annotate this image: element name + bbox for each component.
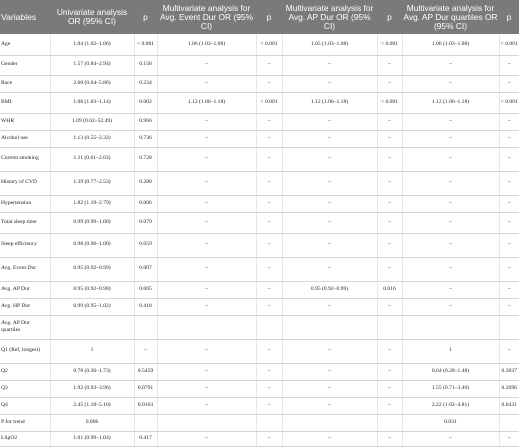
ap-dur-p-cell: – [377, 130, 402, 147]
header-p-ap-quartiles: p [506, 11, 512, 22]
ap-quartile-p-cell: – [499, 147, 519, 171]
table-row [0, 55, 519, 75]
header-p-event-dur: p [266, 11, 272, 22]
event-dur-or-cell: 1.06 (1.03–1.08) [157, 34, 256, 55]
table-row [0, 195, 519, 212]
variable-cell: Hypertension [0, 195, 50, 212]
univariate-p-cell: < 0.001 [134, 34, 157, 55]
table-row [0, 380, 519, 397]
ap-quartile-or-cell: – [402, 212, 499, 233]
event-dur-p-cell: – [256, 281, 282, 298]
univariate-or-cell: 1 [50, 339, 134, 363]
ap-quartile-p-cell: 0.0431 [499, 397, 519, 414]
univariate-or-cell: 0.99 (0.99–1.00) [50, 212, 134, 233]
variable-cell: Sleep efficiency [0, 233, 50, 257]
header-multivariate-ap-dur: Multivariate analysis for Avg. AP Dur OR (95% CI) [285, 2, 374, 31]
table-row [0, 75, 519, 92]
variable-cell: BMI [0, 92, 50, 113]
ap-quartile-p-cell: – [499, 257, 519, 281]
event-dur-p-cell: – [256, 75, 282, 92]
event-dur-or-cell: – [157, 339, 256, 363]
univariate-or-cell: 0.95 (0.92–0.99) [50, 257, 134, 281]
event-dur-or-cell: – [157, 113, 256, 130]
event-dur-p-cell: – [256, 363, 282, 380]
univariate-p-cell: 0.418 [134, 298, 157, 315]
ap-dur-p-cell: < 0.001 [377, 34, 402, 55]
event-dur-p-cell: – [256, 380, 282, 397]
table-row [0, 171, 519, 195]
table-row [0, 431, 519, 446]
event-dur-or-cell: – [157, 298, 256, 315]
univariate-p-cell [134, 315, 157, 339]
ap-quartile-or-cell: 0.64 (0.28–1.48) [402, 363, 499, 380]
event-dur-p-cell: – [256, 113, 282, 130]
event-dur-or-cell: – [157, 195, 256, 212]
univariate-p-cell: 0.007 [134, 257, 157, 281]
ap-dur-or-cell: – [282, 233, 377, 257]
header-multivariate-ap-quartiles: Multivariate analysis for Avg. AP Dur quartiles OR (95% CI) [403, 2, 498, 31]
ap-quartile-p-cell: – [499, 195, 519, 212]
event-dur-p-cell [256, 414, 282, 431]
table-row [0, 339, 519, 363]
ap-quartile-p-cell: < 0.001 [499, 34, 519, 55]
univariate-or-cell: 0.95 (0.92–0.98) [50, 281, 134, 298]
univariate-p-cell: – [134, 339, 157, 363]
univariate-or-cell: 1.09 (0.02–52.49) [50, 113, 134, 130]
ap-dur-or-cell: – [282, 339, 377, 363]
univariate-or-cell: 0.006 [50, 414, 134, 431]
variable-cell: History of CVD [0, 171, 50, 195]
ap-quartile-p-cell: – [499, 75, 519, 92]
ap-quartile-p-cell: – [499, 233, 519, 257]
event-dur-or-cell: – [157, 431, 256, 446]
variable-cell: Avg. Event Dur [0, 257, 50, 281]
ap-quartile-or-cell: – [402, 130, 499, 147]
univariate-p-cell: 0.5459 [134, 363, 157, 380]
table-row [0, 315, 519, 339]
ap-dur-p-cell: – [377, 147, 402, 171]
ap-dur-or-cell: – [282, 397, 377, 414]
variable-cell: Avg. AP Dur quartiles [0, 315, 50, 339]
ap-dur-or-cell: 1.12 (1.06–1.18) [282, 92, 377, 113]
univariate-or-cell: 2.45 (1.18–5.10) [50, 397, 134, 414]
univariate-p-cell: 0.417 [134, 431, 157, 446]
ap-quartile-or-cell: 1.06 (1.03–1.08) [402, 34, 499, 55]
ap-quartile-or-cell: – [402, 55, 499, 75]
ap-quartile-p-cell: – [499, 298, 519, 315]
ap-quartile-p-cell: – [499, 281, 519, 298]
table-row [0, 233, 519, 257]
univariate-p-cell: 0.006 [134, 195, 157, 212]
event-dur-p-cell: – [256, 257, 282, 281]
ap-quartile-or-cell: 1 [402, 339, 499, 363]
univariate-or-cell: 0.98 (0.96–1.00) [50, 233, 134, 257]
univariate-p-cell: 0.059 [134, 233, 157, 257]
event-dur-p-cell: – [256, 130, 282, 147]
ap-quartile-or-cell: – [402, 171, 499, 195]
variable-cell: WHR [0, 113, 50, 130]
event-dur-p-cell: – [256, 147, 282, 171]
ap-dur-or-cell: 0.95 (0.92–0.99) [282, 281, 377, 298]
ap-dur-p-cell: – [377, 113, 402, 130]
event-dur-or-cell: – [157, 363, 256, 380]
univariate-or-cell: 1.13 (0.55–2.32) [50, 130, 134, 147]
header-p-univariate: p [143, 11, 148, 22]
ap-dur-or-cell: – [282, 171, 377, 195]
univariate-p-cell: 0.002 [134, 92, 157, 113]
event-dur-or-cell: – [157, 147, 256, 171]
variable-cell: Alcohol use [0, 130, 50, 147]
variable-cell: Q4 [0, 397, 50, 414]
event-dur-p-cell: – [256, 233, 282, 257]
event-dur-or-cell: – [157, 257, 256, 281]
ap-quartile-or-cell: – [402, 233, 499, 257]
event-dur-p-cell: – [256, 195, 282, 212]
univariate-p-cell: 0.280 [134, 171, 157, 195]
header-p-ap-dur: p [387, 11, 392, 22]
ap-quartile-p-cell: – [499, 431, 519, 446]
univariate-or-cell: 1.82 (1.19–2.79) [50, 195, 134, 212]
univariate-or-cell: 1.57 (0.84–2.94) [50, 55, 134, 75]
table-row [0, 34, 519, 55]
table-row [0, 397, 519, 414]
event-dur-p-cell: < 0.001 [256, 34, 282, 55]
table-body [0, 34, 519, 446]
ap-quartile-or-cell: – [402, 257, 499, 281]
univariate-or-cell: 1.08 (1.03–1.14) [50, 92, 134, 113]
ap-dur-p-cell [377, 315, 402, 339]
univariate-or-cell [50, 315, 134, 339]
univariate-p-cell: 0.966 [134, 113, 157, 130]
event-dur-p-cell: – [256, 212, 282, 233]
ap-quartile-p-cell: – [499, 212, 519, 233]
table-row [0, 212, 519, 233]
ap-dur-p-cell: – [377, 171, 402, 195]
variable-cell: Q3 [0, 380, 50, 397]
event-dur-or-cell: – [157, 380, 256, 397]
ap-dur-or-cell: – [282, 212, 377, 233]
univariate-or-cell: 1.39 (0.77–2.53) [50, 171, 134, 195]
variable-cell: Avg. HP Dur [0, 298, 50, 315]
ap-dur-or-cell: – [282, 380, 377, 397]
table-row [0, 298, 519, 315]
variable-cell: Q2 [0, 363, 50, 380]
ap-dur-p-cell: – [377, 431, 402, 446]
ap-dur-p-cell: – [377, 298, 402, 315]
event-dur-or-cell: – [157, 233, 256, 257]
ap-dur-or-cell: – [282, 257, 377, 281]
ap-quartile-p-cell: – [499, 130, 519, 147]
ap-dur-p-cell: – [377, 55, 402, 75]
event-dur-p-cell: < 0.001 [256, 92, 282, 113]
univariate-p-cell: 0.0163 [134, 397, 157, 414]
variable-cell: Current smoking [0, 147, 50, 171]
variable-cell: P for trend [0, 414, 50, 431]
event-dur-p-cell: – [256, 55, 282, 75]
ap-quartile-p-cell [499, 315, 519, 339]
univariate-or-cell: 1.04 (1.02–1.06) [50, 34, 134, 55]
univariate-or-cell: 1.11 (0.61–2.03) [50, 147, 134, 171]
ap-quartile-or-cell: 0.031 [402, 414, 499, 431]
event-dur-p-cell: – [256, 298, 282, 315]
ap-dur-or-cell: – [282, 130, 377, 147]
table-row [0, 113, 519, 130]
ap-dur-or-cell: – [282, 75, 377, 92]
ap-quartile-or-cell: 2.22 (1.02–4.81) [402, 397, 499, 414]
ap-quartile-or-cell: – [402, 195, 499, 212]
variable-cell: Age [0, 34, 50, 55]
ap-dur-p-cell: – [377, 397, 402, 414]
ap-dur-or-cell: – [282, 147, 377, 171]
ap-dur-or-cell: 1.05 (1.03–1.08) [282, 34, 377, 55]
ap-quartile-p-cell: 0.3037 [499, 363, 519, 380]
header-multivariate-event-dur: Multivariate analysis for Avg. Event Dur OR (95% CI) [160, 2, 253, 31]
event-dur-p-cell: – [256, 397, 282, 414]
event-dur-p-cell: – [256, 431, 282, 446]
univariate-or-cell: 2.00 (0.64–5.86) [50, 75, 134, 92]
univariate-or-cell: 1.92 (0.93–3.96) [50, 380, 134, 397]
variable-cell: LSpO2 [0, 431, 50, 446]
event-dur-or-cell [157, 315, 256, 339]
ap-quartile-or-cell: 1.12 (1.06–1.18) [402, 92, 499, 113]
table-row [0, 363, 519, 380]
event-dur-p-cell [256, 315, 282, 339]
ap-dur-or-cell: – [282, 363, 377, 380]
ap-quartile-or-cell [402, 315, 499, 339]
table-row [0, 147, 519, 171]
event-dur-or-cell: – [157, 75, 256, 92]
ap-dur-p-cell: – [377, 339, 402, 363]
ap-dur-p-cell: – [377, 212, 402, 233]
ap-quartile-or-cell: – [402, 147, 499, 171]
table-row [0, 414, 519, 431]
ap-quartile-p-cell: – [499, 339, 519, 363]
ap-dur-p-cell: – [377, 233, 402, 257]
header-variables: Variables [1, 11, 37, 22]
univariate-p-cell: 0.005 [134, 281, 157, 298]
ap-quartile-or-cell: – [402, 431, 499, 446]
header-univariate: Univariate analysis OR (95% CI) [56, 7, 128, 26]
ap-quartile-or-cell: – [402, 281, 499, 298]
event-dur-or-cell: – [157, 55, 256, 75]
univariate-p-cell: 0.0791 [134, 380, 157, 397]
ap-dur-p-cell: – [377, 75, 402, 92]
ap-quartile-or-cell: – [402, 75, 499, 92]
ap-dur-p-cell [377, 414, 402, 431]
ap-quartile-p-cell: – [499, 55, 519, 75]
event-dur-p-cell: – [256, 171, 282, 195]
ap-dur-or-cell: – [282, 55, 377, 75]
variable-cell: Avg. AP Dur [0, 281, 50, 298]
table-header-row [0, 0, 519, 34]
ap-dur-or-cell: – [282, 195, 377, 212]
ap-dur-or-cell: – [282, 298, 377, 315]
event-dur-or-cell: – [157, 171, 256, 195]
table-row [0, 281, 519, 298]
univariate-p-cell: 0.234 [134, 75, 157, 92]
event-dur-or-cell: – [157, 281, 256, 298]
ap-dur-p-cell: – [377, 380, 402, 397]
univariate-p-cell [134, 414, 157, 431]
event-dur-or-cell: – [157, 212, 256, 233]
event-dur-or-cell: 1.12 (1.06–1.18) [157, 92, 256, 113]
variable-cell: Q1 (Ref, longest) [0, 339, 50, 363]
variable-cell: Gender [0, 55, 50, 75]
univariate-or-cell: 0.99 (0.95–1.02) [50, 298, 134, 315]
ap-quartile-p-cell: – [499, 171, 519, 195]
ap-dur-p-cell: – [377, 257, 402, 281]
table-row [0, 92, 519, 113]
event-dur-or-cell: – [157, 397, 256, 414]
event-dur-p-cell: – [256, 339, 282, 363]
ap-quartile-or-cell: – [402, 298, 499, 315]
event-dur-or-cell: – [157, 130, 256, 147]
ap-quartile-p-cell: 0.2696 [499, 380, 519, 397]
ap-quartile-or-cell: – [402, 113, 499, 130]
variable-cell: Race [0, 75, 50, 92]
univariate-p-cell: 0.158 [134, 55, 157, 75]
ap-quartile-p-cell: – [499, 113, 519, 130]
ap-dur-or-cell [282, 315, 377, 339]
ap-dur-p-cell: < 0.001 [377, 92, 402, 113]
table-row [0, 130, 519, 147]
univariate-or-cell: 1.01 (0.99–1.04) [50, 431, 134, 446]
ap-dur-p-cell: – [377, 363, 402, 380]
ap-quartile-or-cell: 1.55 (0.71–3.40) [402, 380, 499, 397]
univariate-p-cell: 0.728 [134, 147, 157, 171]
ap-dur-p-cell: 0.016 [377, 281, 402, 298]
ap-quartile-p-cell [499, 414, 519, 431]
table-row [0, 257, 519, 281]
ap-quartile-p-cell: < 0.001 [499, 92, 519, 113]
event-dur-or-cell [157, 414, 256, 431]
ap-dur-or-cell: – [282, 431, 377, 446]
variable-cell: Total sleep time [0, 212, 50, 233]
univariate-p-cell: 0.079 [134, 212, 157, 233]
ap-dur-or-cell [282, 414, 377, 431]
univariate-p-cell: 0.736 [134, 130, 157, 147]
ap-dur-p-cell: – [377, 195, 402, 212]
ap-dur-or-cell: – [282, 113, 377, 130]
univariate-or-cell: 0.78 (0.36–1.73) [50, 363, 134, 380]
